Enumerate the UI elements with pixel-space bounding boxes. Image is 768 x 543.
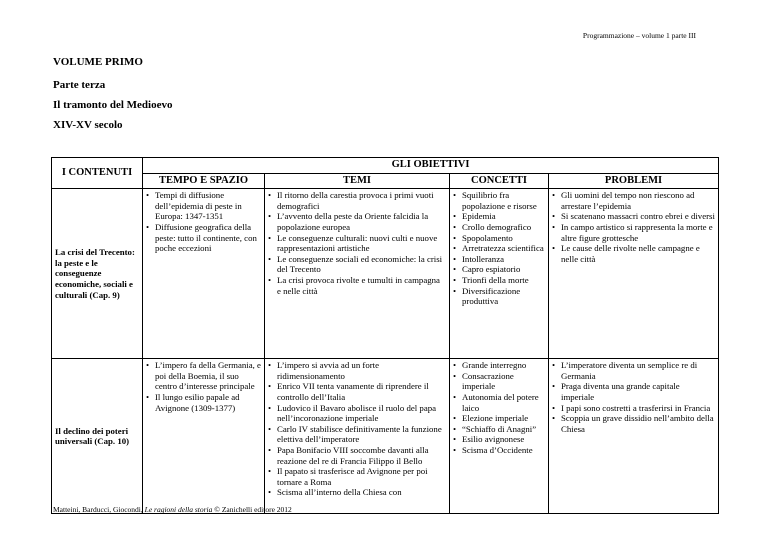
list-item: • Scisma all’interno della Chiesa con — [268, 487, 446, 498]
tempo-spazio-cell — [143, 359, 265, 514]
list-item: • Le cause delle rivolte nelle campagne e nelle città — [552, 243, 715, 264]
list-item: • Tempi di diffusione dell’epidemia di peste in Europa: 1347-1351 — [146, 190, 261, 222]
list-item: • Le conseguenze sociali ed economiche: la crisi del Trecento — [268, 254, 446, 275]
list-item: • La crisi provoca rivolte e tumulti in campagna e nelle città — [268, 275, 446, 296]
col-header-temi: TEMI — [265, 173, 450, 189]
list-item: • Scoppia un grave dissidio nell’ambito della Chiesa — [552, 413, 715, 434]
list-item: • Diffusione geografica della peste: tutto il continente, con poche eccezioni — [146, 222, 261, 254]
temi-cell — [265, 189, 450, 359]
volume-title: VOLUME PRIMO — [53, 56, 143, 68]
list-item: • Consacrazione imperiale — [453, 371, 545, 392]
page-footer — [53, 505, 292, 514]
list-item: • Il ritorno della carestia provoca i primi vuoti demografici — [268, 190, 446, 211]
col-header-problemi: PROBLEMI — [549, 173, 719, 189]
col-header-concetti: CONCETTI — [450, 173, 549, 189]
list-item: • Si scatenano massacri contro ebrei e diversi — [552, 211, 715, 222]
list-item: • L’imperatore diventa un semplice re di Germania — [552, 360, 715, 381]
list-item: • Scisma d’Occidente — [453, 445, 545, 456]
century-title: XIV-XV secolo — [53, 119, 123, 131]
list-item: • In campo artistico si rappresenta la morte e altre figure grottesche — [552, 222, 715, 243]
list-item: • Autonomia del potere laico — [453, 392, 545, 413]
col-header-tempo-spazio: TEMPO E SPAZIO — [143, 173, 265, 189]
list-item: • Crollo demografico — [453, 222, 545, 233]
contenuti-header: I CONTENUTI — [52, 158, 143, 189]
problemi-cell — [549, 359, 719, 514]
concetti-cell — [450, 189, 549, 359]
list-item: • Diversificazione produttiva — [453, 286, 545, 307]
list-item: • Carlo IV stabilisce definitivamente la funzione elettiva dell’imperatore — [268, 424, 446, 445]
list-item: • Grande interregno — [453, 360, 545, 371]
table-row — [52, 359, 719, 514]
list-item: • Spopolamento — [453, 233, 545, 244]
list-item: • Esilio avignonese — [453, 434, 545, 445]
list-item: • Arretratezza scientifica — [453, 243, 545, 254]
list-item: • Il papato si trasferisce ad Avignone per poi tornare a Roma — [268, 466, 446, 487]
temi-cell — [265, 359, 450, 514]
list-item: • Gli uomini del tempo non riescono ad arrestare l’epidemia — [552, 190, 715, 211]
list-item: • Le conseguenze culturali: nuovi culti e nuove rappresentazioni artistiche — [268, 233, 446, 254]
footer-authors: Matteini, Barducci, Giocondi, — [53, 505, 145, 514]
list-item: • Intolleranza — [453, 254, 545, 265]
list-item: • L’impero fa della Germania, e poi della Boemia, il suo centro d’interesse principale — [146, 360, 261, 392]
topic-cell: La crisi del Trecento: la peste e le conseguenze economiche, sociali e culturali (Cap. 9) — [52, 189, 143, 359]
part-title: Parte terza — [53, 79, 106, 91]
concetti-cell — [450, 359, 549, 514]
list-item: • Epidemia — [453, 211, 545, 222]
list-item: • Enrico VII tenta vanamente di riprendere il controllo dell’Italia — [268, 381, 446, 402]
topic-cell: Il declino dei poteri universali (Cap. 10) — [52, 359, 143, 514]
list-item: • Capro espiatorio — [453, 264, 545, 275]
table-row — [52, 189, 719, 359]
section-title: Il tramonto del Medioevo — [53, 99, 173, 111]
list-item: • Squilibrio fra popolazione e risorse — [453, 190, 545, 211]
footer-book-title: Le ragioni della storia — [144, 505, 213, 514]
list-item: • Elezione imperiale — [453, 413, 545, 424]
list-item: • Praga diventa una grande capitale imperiale — [552, 381, 715, 402]
list-item: • L’impero si avvia ad un forte ridimensionamento — [268, 360, 446, 381]
programming-table — [51, 157, 719, 514]
problemi-cell — [549, 189, 719, 359]
list-item: • I papi sono costretti a trasferirsi in Francia — [552, 403, 715, 414]
list-item: • Papa Bonifacio VIII soccombe davanti alla reazione del re di Francia Filippo il Bello — [268, 445, 446, 466]
list-item: • Ludovico il Bavaro abolisce il ruolo del papa nell’incoronazione imperiale — [268, 403, 446, 424]
page-header: Programmazione – volume 1 parte III — [582, 31, 696, 40]
obiettivi-header: GLI OBIETTIVI — [143, 158, 719, 174]
list-item: • Il lungo esilio papale ad Avignone (1309-1377) — [146, 392, 261, 413]
footer-publisher: © Zanichelli editore 2012 — [212, 505, 292, 514]
list-item: • L’avvento della peste da Oriente falcidia la popolazione europea — [268, 211, 446, 232]
list-item: • Trionfi della morte — [453, 275, 545, 286]
tempo-spazio-cell — [143, 189, 265, 359]
list-item: • “Schiaffo di Anagni” — [453, 424, 545, 435]
